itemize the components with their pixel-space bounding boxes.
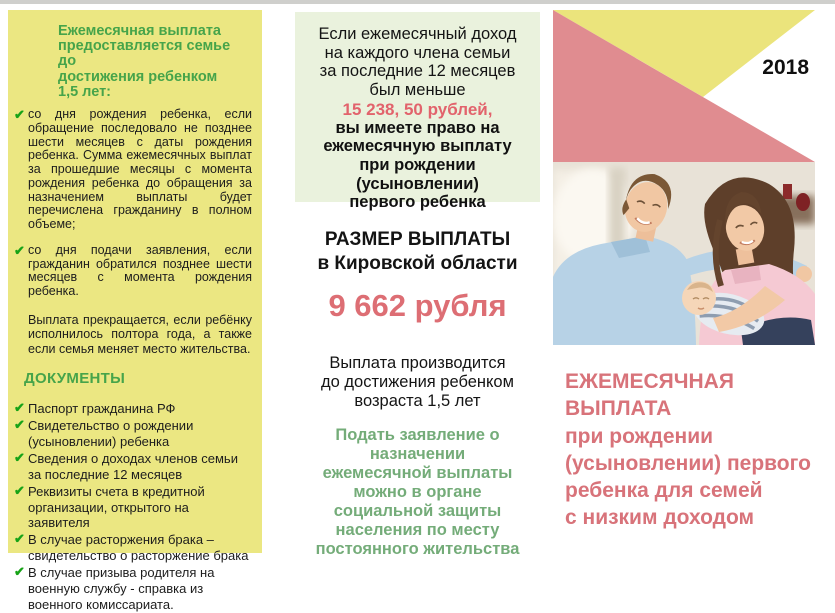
- left-heading-line: достижения ребенком: [58, 68, 218, 85]
- cover-title-line: при рождении: [565, 424, 714, 448]
- left-panel-heading: [58, 24, 252, 100]
- document-text: Свидетельство о рождении (усыновлении) ребенка: [28, 418, 194, 450]
- list-item: [14, 401, 252, 417]
- left-panel: [8, 10, 262, 612]
- apply-line: ежемесячной выплаты: [322, 463, 513, 482]
- list-item: [14, 532, 252, 564]
- termination-note: Выплата прекращается, если ребёнку исполнилось полтора года, а также если семья меняет место жительства.: [28, 312, 252, 356]
- apply-line: можно в органе: [353, 482, 482, 501]
- eligibility-line: Если ежемесячный доход: [318, 25, 517, 43]
- entitlement-line: ежемесячную выплату: [323, 137, 512, 156]
- document-text: В случае расторжения брака – свидетельство о расторжение брака: [28, 532, 249, 564]
- eligibility-line: на каждого члена семьи: [324, 43, 511, 62]
- duration-line: возраста 1,5 лет: [354, 392, 481, 411]
- check-icon: ✔: [14, 531, 25, 547]
- left-heading-line: предоставляется семье до: [58, 38, 231, 70]
- left-heading-line: Ежемесячная выплата: [58, 23, 221, 39]
- cover-title-line: (усыновлении) первого: [565, 451, 811, 475]
- payment-amount: 9 662 рубля: [328, 287, 507, 323]
- list-item: [14, 108, 252, 232]
- list-item: [14, 451, 252, 483]
- entitlement-line: при рождении (усыновлении): [356, 156, 479, 193]
- documents-list: [14, 401, 252, 612]
- list-item: [14, 484, 252, 532]
- entitlement-line: первого ребенка: [349, 193, 486, 212]
- year-label: 2018: [762, 56, 809, 79]
- document-text: Паспорт гражданина РФ: [28, 401, 176, 417]
- eligibility-box: [295, 12, 540, 212]
- cover-title: [565, 368, 815, 532]
- check-icon: ✔: [14, 417, 25, 433]
- payment-size-heading: [295, 228, 540, 276]
- triangle-banner: [553, 10, 815, 162]
- right-panel: [553, 10, 815, 532]
- documents-heading: ДОКУМЕНТЫ: [24, 370, 126, 388]
- list-item: [14, 418, 252, 450]
- check-icon: ✔: [14, 242, 25, 258]
- check-icon: ✔: [14, 482, 25, 498]
- middle-panel: [295, 0, 540, 559]
- entitlement-line: вы имеете право на: [335, 118, 500, 137]
- duration-line: до достижения ребенком: [321, 372, 514, 391]
- payment-duration: [295, 354, 540, 412]
- duration-line: Выплата производится: [329, 353, 506, 372]
- where-to-apply: [295, 426, 540, 559]
- bullet-text: со дня рождения ребенка, если обращение последовало не позднее шести месяцев с даты рождения ребенка. Сумма ежемесячных выплат за прошедшие месяцы с момента рождения ребенка до обращения за назначением выплаты будет перечислена гражданину в полном объеме;: [28, 107, 252, 232]
- eligibility-line: был меньше: [369, 80, 466, 99]
- family-photo: [553, 162, 815, 345]
- apply-line: постоянного жительства: [315, 539, 520, 558]
- apply-line: социальной защиты: [333, 501, 502, 520]
- payment-size-line: в Кировской области: [317, 252, 518, 274]
- document-text: В случае призыва родителя на военную службу - справка из военного комиссариата.: [28, 564, 215, 612]
- eligibility-line: за последние 12 месяцев: [319, 62, 516, 81]
- bullet-text: со дня подачи заявления, если гражданин обратился позднее шести месяцев с момента рождения ребенка.: [28, 242, 252, 299]
- list-item: [14, 565, 252, 613]
- document-text: Сведения о доходах членов семьи за последние 12 месяцев: [28, 450, 238, 482]
- check-icon: ✔: [14, 449, 25, 465]
- cover-title-line: с низким доходом: [565, 506, 755, 530]
- left-heading-line: 1,5 лет:: [58, 83, 112, 100]
- check-icon: ✔: [14, 400, 25, 416]
- shelf-item: [796, 193, 810, 211]
- list-item: [14, 244, 252, 299]
- cover-title-line: ребенка для семей: [565, 479, 763, 503]
- income-threshold: 15 238, 50 рублей,: [342, 99, 493, 119]
- check-icon: ✔: [14, 563, 25, 579]
- document-text: Реквизиты счета в кредитной организации, открытого на заявителя: [28, 483, 205, 531]
- payment-size-line: РАЗМЕР ВЫПЛАТЫ: [324, 229, 511, 250]
- apply-line: населения по месту: [335, 520, 500, 539]
- apply-line: назначении: [369, 444, 466, 463]
- cover-title-line: ЕЖЕМЕСЯЧНАЯ ВЫПЛАТА: [565, 370, 734, 421]
- apply-line: Подать заявление о: [335, 425, 500, 444]
- shelf-item: [783, 184, 792, 199]
- check-icon: ✔: [14, 107, 25, 123]
